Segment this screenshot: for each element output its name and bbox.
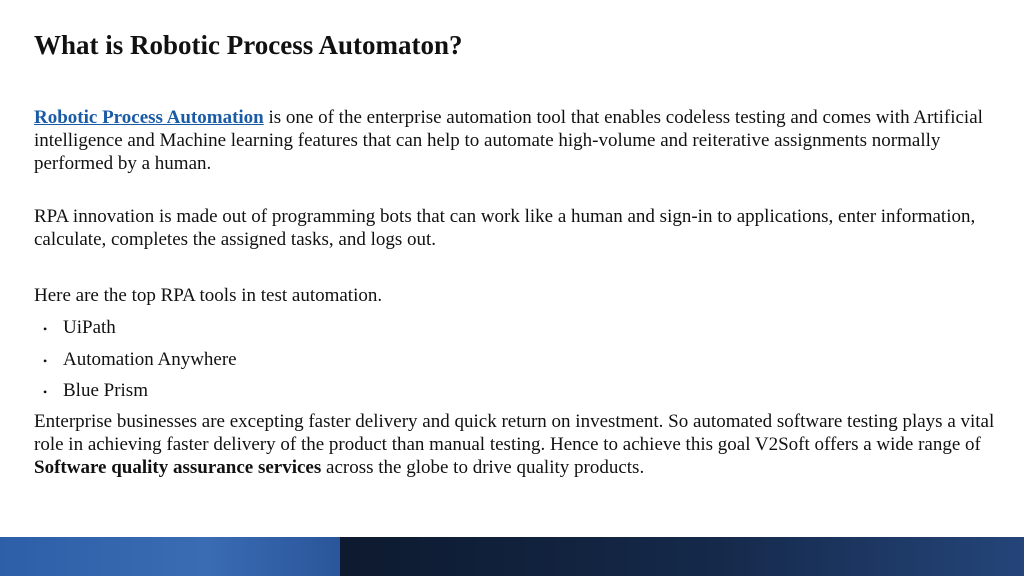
conclusion-paragraph <box>34 410 999 479</box>
bullet-icon: • <box>43 385 48 399</box>
rpa-description-paragraph: RPA innovation is made out of programming bots that can work like a human and sign-in to applications, enter information, calculate, completes the assigned tasks, and logs out. <box>34 206 976 250</box>
footer-bar <box>0 537 1024 576</box>
slide-title: What is Robotic Process Automaton? <box>34 30 463 60</box>
intro-paragraph <box>34 106 999 175</box>
conclusion-text-after: across the globe to drive quality products. <box>321 457 645 478</box>
tool-name: Blue Prism <box>63 380 148 401</box>
intro-paragraph-text: is one of the enterprise automation tool that enables codeless testing and comes with Artificial intelligence and Machine learning features that can help to automate high-volume and reiterative assignments normally performed by a human. <box>34 107 983 174</box>
tools-intro-paragraph: Here are the top RPA tools in test automation. <box>34 285 383 306</box>
list-item <box>34 314 237 346</box>
list-item <box>34 346 237 378</box>
tool-name: UiPath <box>63 317 116 338</box>
list-item <box>34 377 237 409</box>
footer-bar-right <box>340 537 1024 576</box>
conclusion-text-before: Enterprise businesses are excepting faster delivery and quick return on investment. So automated software testing plays a vital role in achieving faster delivery of the product than manual testing. Hence to achieve this goal V2Soft offers a wide range of <box>34 411 995 455</box>
tools-list <box>34 314 237 409</box>
rpa-link[interactable]: Robotic Process Automation <box>34 107 264 128</box>
bullet-icon: • <box>43 322 48 336</box>
sqa-services-emphasis: Software quality assurance services <box>34 457 322 478</box>
footer-bar-left <box>0 537 340 576</box>
bullet-icon: • <box>43 353 48 368</box>
tool-name: Automation Anywhere <box>63 348 237 370</box>
